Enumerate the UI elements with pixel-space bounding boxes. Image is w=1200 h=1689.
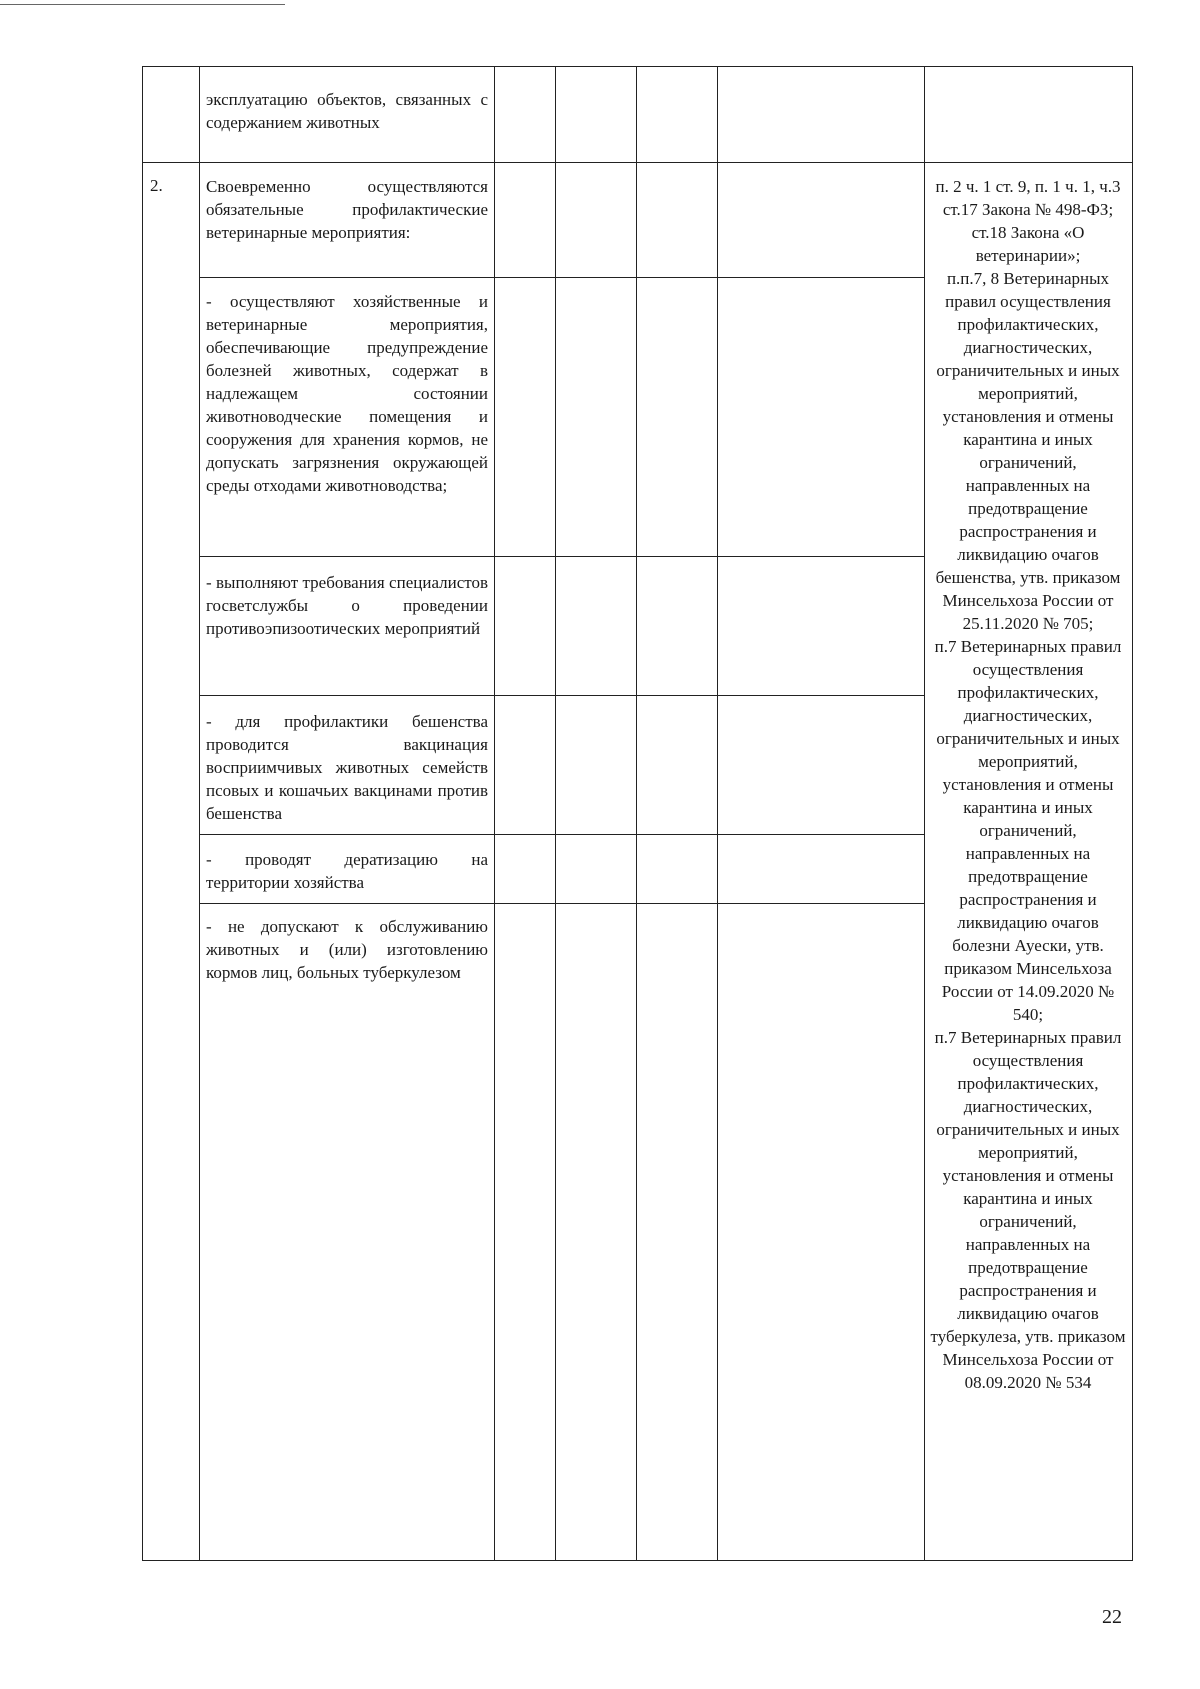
table-border-right <box>1132 66 1133 1561</box>
table-subrow-divider <box>199 834 925 835</box>
legal-basis-item: п.7 Ветеринарных правил осуществления профилактических, диагностических, ограничительных и иных мероприятий, установления и отмены карантина и иных ограничений, направленных на предотвращение распространения и ликвидацию очагов туберкулеза, утв. приказом Минсельхоза России от 08.09.2020 № 534 <box>930 1028 1126 1392</box>
requirement-text: - осуществляют хозяйственные и ветеринарные мероприятия, обеспечивающие предупреждение болезней животных, содержат в надлежащем состоянии животноводческие помещения и сооружения для хранения кормов, не допускать загрязнения окружающей среды отходами животноводства; <box>206 292 488 495</box>
table-subrow-divider <box>199 695 925 696</box>
legal-basis-item: п.п.7, 8 Ветеринарных правил осуществления профилактических, диагностических, ограничительных и иных мероприятий, установления и отмены карантина и иных ограничений, направленных на предотвращение распространения и ликвидацию очагов бешенства, утв. приказом Минсельхоза России от 25.11.2020 № 705; <box>935 269 1121 633</box>
requirement-text: - для профилактики бешенства проводится вакцинация восприимчивых животных семейств псовых и кошачьих вакцинами против бешенства <box>206 712 488 823</box>
table-row-divider <box>142 162 1133 163</box>
requirement-text: - не допускают к обслуживанию животных и (или) изготовлению кормов лиц, больных туберкулезом <box>206 917 488 982</box>
legal-basis-item: п. 2 ч. 1 ст. 9, п. 1 ч. 1, ч.3 ст.17 Закона № 498-ФЗ; <box>935 177 1121 219</box>
requirement-text: Своевременно осуществляются обязательные профилактические ветеринарные мероприятия: <box>206 177 488 242</box>
table-subrow-divider <box>199 277 925 278</box>
page-number: 22 <box>1102 1606 1122 1628</box>
table-column-divider <box>717 66 718 1561</box>
requirement-text: - проводят дератизацию на территории хозяйства <box>206 850 488 892</box>
table-column-divider <box>199 66 200 1561</box>
requirement-text: - выполняют требования специалистов госветслужбы о проведении противоэпизоотических мероприятий <box>206 573 488 638</box>
scan-artifact-line <box>0 4 285 5</box>
legal-basis-item: п.7 Ветеринарных правил осуществления профилактических, диагностических, ограничительных и иных мероприятий, установления и отмены карантина и иных ограничений, направленных на предотвращение распространения и ликвидацию очагов болезни Ауески, утв. приказом Минсельхоза России от 14.09.2020 № 540; <box>934 637 1122 1024</box>
legal-basis-item: ст.18 Закона «О ветеринарии»; <box>971 223 1085 265</box>
table-subrow-divider <box>199 556 925 557</box>
table-column-divider <box>494 66 495 1561</box>
table-column-divider <box>636 66 637 1561</box>
table-subrow-divider <box>199 903 925 904</box>
table-border-left <box>142 66 143 1561</box>
table-border-bottom <box>142 1560 1133 1561</box>
legal-basis <box>930 175 1126 1394</box>
table-column-divider <box>924 66 925 1561</box>
requirement-text: эксплуатацию объектов, связанных с содержанием животных <box>206 90 488 132</box>
row-number: 2. <box>150 176 163 195</box>
table-border-top <box>142 66 1133 67</box>
table-column-divider <box>555 66 556 1561</box>
